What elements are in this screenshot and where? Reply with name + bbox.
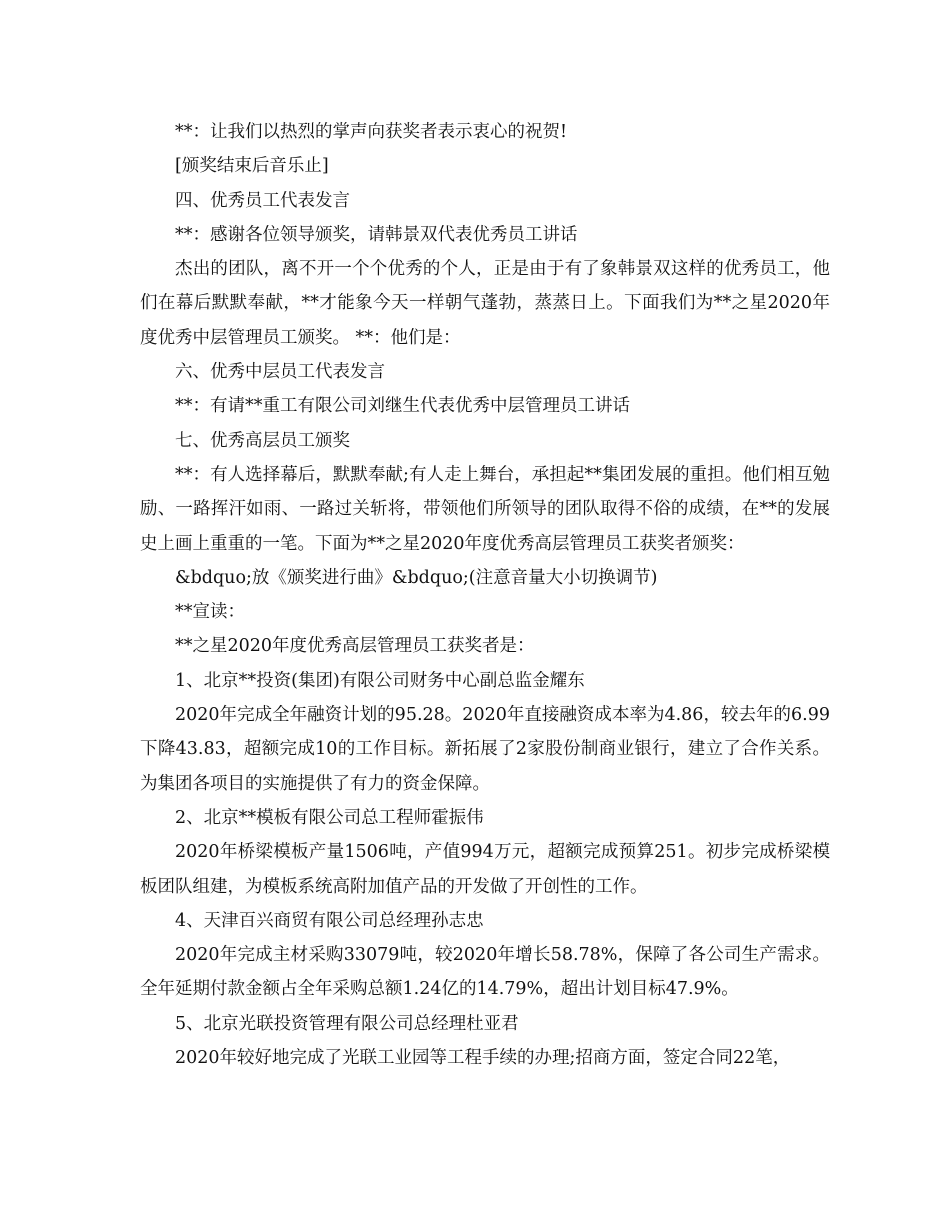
list-item-heading: 1、北京**投资(集团)有限公司财务中心副总监金耀东 xyxy=(175,670,585,691)
paragraph: 杰出的团队，离不开一个个优秀的个人，正是由于有了象韩景双这样的优秀员工，他们在幕后默默奉献，**才能象今天一样朝气蓬勃，蒸蒸日上。下面我们为**之星2020年度优秀中层管理员工颁奖。 **：他们是： xyxy=(140,259,830,348)
section-heading: 四、优秀员工代表发言 xyxy=(175,190,350,211)
paragraph: [颁奖结束后音乐止] xyxy=(175,156,329,177)
paragraph: 2020年完成全年融资计划的95.28。2020年直接融资成本率为4.86，较去年的6.99下降43.83，超额完成10的工作目标。新拓展了2家股份制商业银行，建立了合作关系。为集团各项目的实施提供了有力的资金保障。 xyxy=(140,705,830,794)
section-heading: 六、优秀中层员工代表发言 xyxy=(175,362,385,383)
section-heading: 七、优秀高层员工颁奖 xyxy=(175,430,350,451)
paragraph: &bdquo;放《颁奖进行曲》&bdquo;(注意音量大小切换调节) xyxy=(175,567,658,588)
list-item-heading: 4、天津百兴商贸有限公司总经理孙志忠 xyxy=(175,910,484,931)
paragraph: **：有请**重工有限公司刘继生代表优秀中层管理员工讲话 xyxy=(175,396,630,417)
paragraph: 2020年较好地完成了光联工业园等工程手续的办理;招商方面，签定合同22笔， xyxy=(175,1048,791,1069)
paragraph: **之星2020年度优秀高层管理员工获奖者是： xyxy=(175,636,535,657)
list-item-heading: 2、北京**模板有限公司总工程师霍振伟 xyxy=(175,807,484,828)
paragraph: **：有人选择幕后，默默奉献;有人走上舞台，承担起**集团发展的重担。他们相互勉励、一路挥汗如雨、一路过关斩将，带领他们所领导的团队取得不俗的成绩，在**的发展史上画上重重的一笔。下面为**之星2020年度优秀高层管理员工获奖者颁奖： xyxy=(140,464,830,554)
paragraph: **：感谢各位领导颁奖，请韩景双代表优秀员工讲话 xyxy=(175,224,578,245)
paragraph: 2020年桥梁模板产量1506吨，产值994万元，超额完成预算251。初步完成桥梁模板团队组建，为模板系统高附加值产品的开发做了开创性的工作。 xyxy=(140,842,830,897)
document-body xyxy=(140,115,830,1075)
list-item-heading: 5、北京光联投资管理有限公司总经理杜亚君 xyxy=(175,1013,519,1034)
paragraph: **：让我们以热烈的掌声向获奖者表示衷心的祝贺! xyxy=(175,122,568,142)
paragraph: **宣读： xyxy=(175,602,245,623)
paragraph: 2020年完成主材采购33079吨，较2020年增长58.78%，保障了各公司生产需求。全年延期付款金额占全年采购总额1.24亿的14.79%，超出计划目标47.9%。 xyxy=(140,945,830,1000)
